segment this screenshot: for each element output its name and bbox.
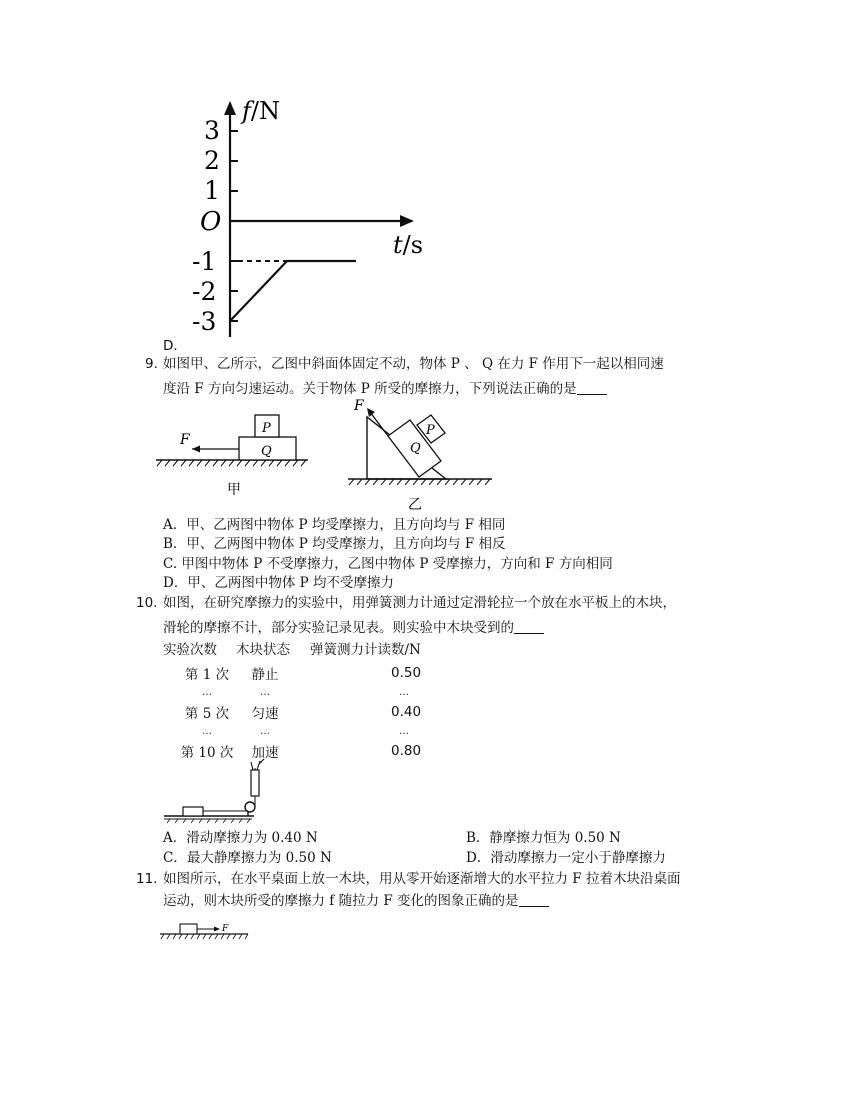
q11-answer-blank[interactable] bbox=[519, 892, 549, 907]
q9-line2-text: 度沿 F 方向匀速运动。关于物体 P 所受的摩擦力，下列说法正确的是 bbox=[163, 381, 577, 397]
table-row bbox=[163, 663, 421, 683]
pulley bbox=[245, 802, 255, 812]
wood-block bbox=[183, 807, 203, 816]
cell: … bbox=[202, 725, 212, 737]
origin-label: O bbox=[200, 207, 222, 237]
x-axis-t: t bbox=[393, 231, 403, 259]
q10-option-c[interactable]: C．最大静摩擦力为 0.50 N bbox=[163, 850, 332, 866]
cell: … bbox=[260, 686, 270, 698]
table-row bbox=[163, 701, 421, 722]
cell: 加速 bbox=[251, 744, 279, 761]
figure-yi bbox=[340, 395, 500, 515]
q11-number: 11. bbox=[136, 871, 158, 887]
q11-F: F bbox=[222, 924, 229, 934]
q10-option-a[interactable]: A．滑动摩擦力为 0.40 N bbox=[163, 830, 318, 846]
y-tick-3: 3 bbox=[204, 116, 220, 145]
header-reading: 弹簧测力计读数/N bbox=[310, 642, 421, 658]
friction-time-graph bbox=[190, 95, 430, 345]
q9-option-a[interactable]: A．甲、乙两图中物体 P 均受摩擦力，且方向均与 F 相同 bbox=[163, 517, 506, 533]
jia-label: 甲 bbox=[227, 482, 241, 498]
q10-option-d[interactable]: D．滑动摩擦力一定小于静摩擦力 bbox=[466, 850, 666, 866]
cell: 第 5 次 bbox=[184, 705, 230, 722]
x-axis-unit: /s bbox=[402, 231, 424, 259]
cell: 匀速 bbox=[251, 705, 279, 722]
yi-F: F bbox=[354, 398, 364, 414]
header-state: 木块状态 bbox=[236, 642, 290, 658]
yi-Q: Q bbox=[410, 441, 421, 456]
q11-line1: 如图所示，在水平桌面上放一木块，用从零开始逐渐增大的水平拉力 F 拉着木块沿桌面 bbox=[163, 871, 681, 887]
pulley-figure bbox=[160, 758, 280, 826]
jia-F: F bbox=[180, 432, 190, 448]
q9-answer-blank[interactable] bbox=[577, 380, 607, 395]
q10-number: 10. bbox=[136, 595, 158, 611]
q10-table-header bbox=[163, 640, 421, 660]
y-tick-2: 2 bbox=[204, 146, 220, 175]
q11-line2-text: 运动，则木块所受的摩擦力 f 随拉力 F 变化的图象正确的是 bbox=[163, 893, 519, 909]
cell: … bbox=[399, 686, 409, 698]
cell: 0.80 bbox=[391, 742, 422, 759]
q9-option-b[interactable]: B．甲、乙两图中物体 P 均受摩擦力，且方向均与 F 相反 bbox=[163, 536, 506, 552]
q9-line1: 如图甲、乙所示，乙图中斜面体固定不动，物体 P 、 Q 在力 F 作用下一起以相同速 bbox=[163, 356, 664, 372]
q10-line1: 如图，在研究摩擦力的实验中，用弹簧测力计通过定滑轮拉一个放在水平板上的木块， bbox=[163, 595, 676, 611]
y-axis-unit: /N bbox=[250, 97, 280, 125]
yi-P: P bbox=[426, 423, 435, 438]
q11-line2 bbox=[163, 891, 549, 911]
q10-line2 bbox=[163, 618, 544, 638]
q10-line2-text: 滑轮的摩擦不计，部分实验记录见表。则实验中木块受到的 bbox=[163, 620, 514, 636]
q10-answer-blank[interactable] bbox=[514, 619, 544, 634]
cell: 0.50 bbox=[391, 665, 422, 681]
y-tick-neg1: -1 bbox=[192, 247, 217, 276]
q11-block bbox=[180, 924, 197, 934]
cell: 0.40 bbox=[391, 703, 422, 720]
cell: 第 10 次 bbox=[180, 744, 234, 761]
table-row bbox=[163, 683, 421, 701]
cell: … bbox=[260, 725, 270, 737]
svg-text:f/N bbox=[240, 97, 280, 125]
q10-option-b[interactable]: B．静摩擦力恒为 0.50 N bbox=[466, 830, 621, 846]
q10-data-table bbox=[163, 663, 421, 761]
option-d-label: D. bbox=[163, 338, 178, 354]
y-tick-1: 1 bbox=[204, 176, 220, 205]
y-tick-neg3: -3 bbox=[192, 307, 217, 336]
svg-text:t/s bbox=[393, 231, 423, 259]
y-axis-f: f bbox=[242, 97, 251, 125]
header-trial: 实验次数 bbox=[163, 642, 217, 658]
cell: 静止 bbox=[251, 667, 279, 683]
cell: 第 1 次 bbox=[184, 667, 230, 683]
q9-number: 9. bbox=[145, 356, 158, 372]
cell: … bbox=[202, 686, 212, 698]
figure-jia bbox=[150, 408, 320, 498]
cell: … bbox=[399, 725, 409, 737]
jia-Q: Q bbox=[261, 444, 272, 459]
q9-option-c[interactable]: C. 甲图中物体 P 不受摩擦力，乙图中物体 P 受摩擦力，方向和 F 方向相同 bbox=[163, 556, 613, 572]
table-row bbox=[163, 722, 421, 740]
yi-label: 乙 bbox=[408, 497, 422, 513]
q11-figure bbox=[158, 918, 253, 944]
rising-segment bbox=[230, 261, 287, 321]
spring-scale bbox=[251, 770, 259, 796]
jia-P: P bbox=[262, 421, 271, 436]
y-tick-neg2: -2 bbox=[192, 277, 217, 306]
q9-option-d[interactable]: D．甲、乙两图中物体 P 均不受摩擦力 bbox=[163, 575, 394, 591]
